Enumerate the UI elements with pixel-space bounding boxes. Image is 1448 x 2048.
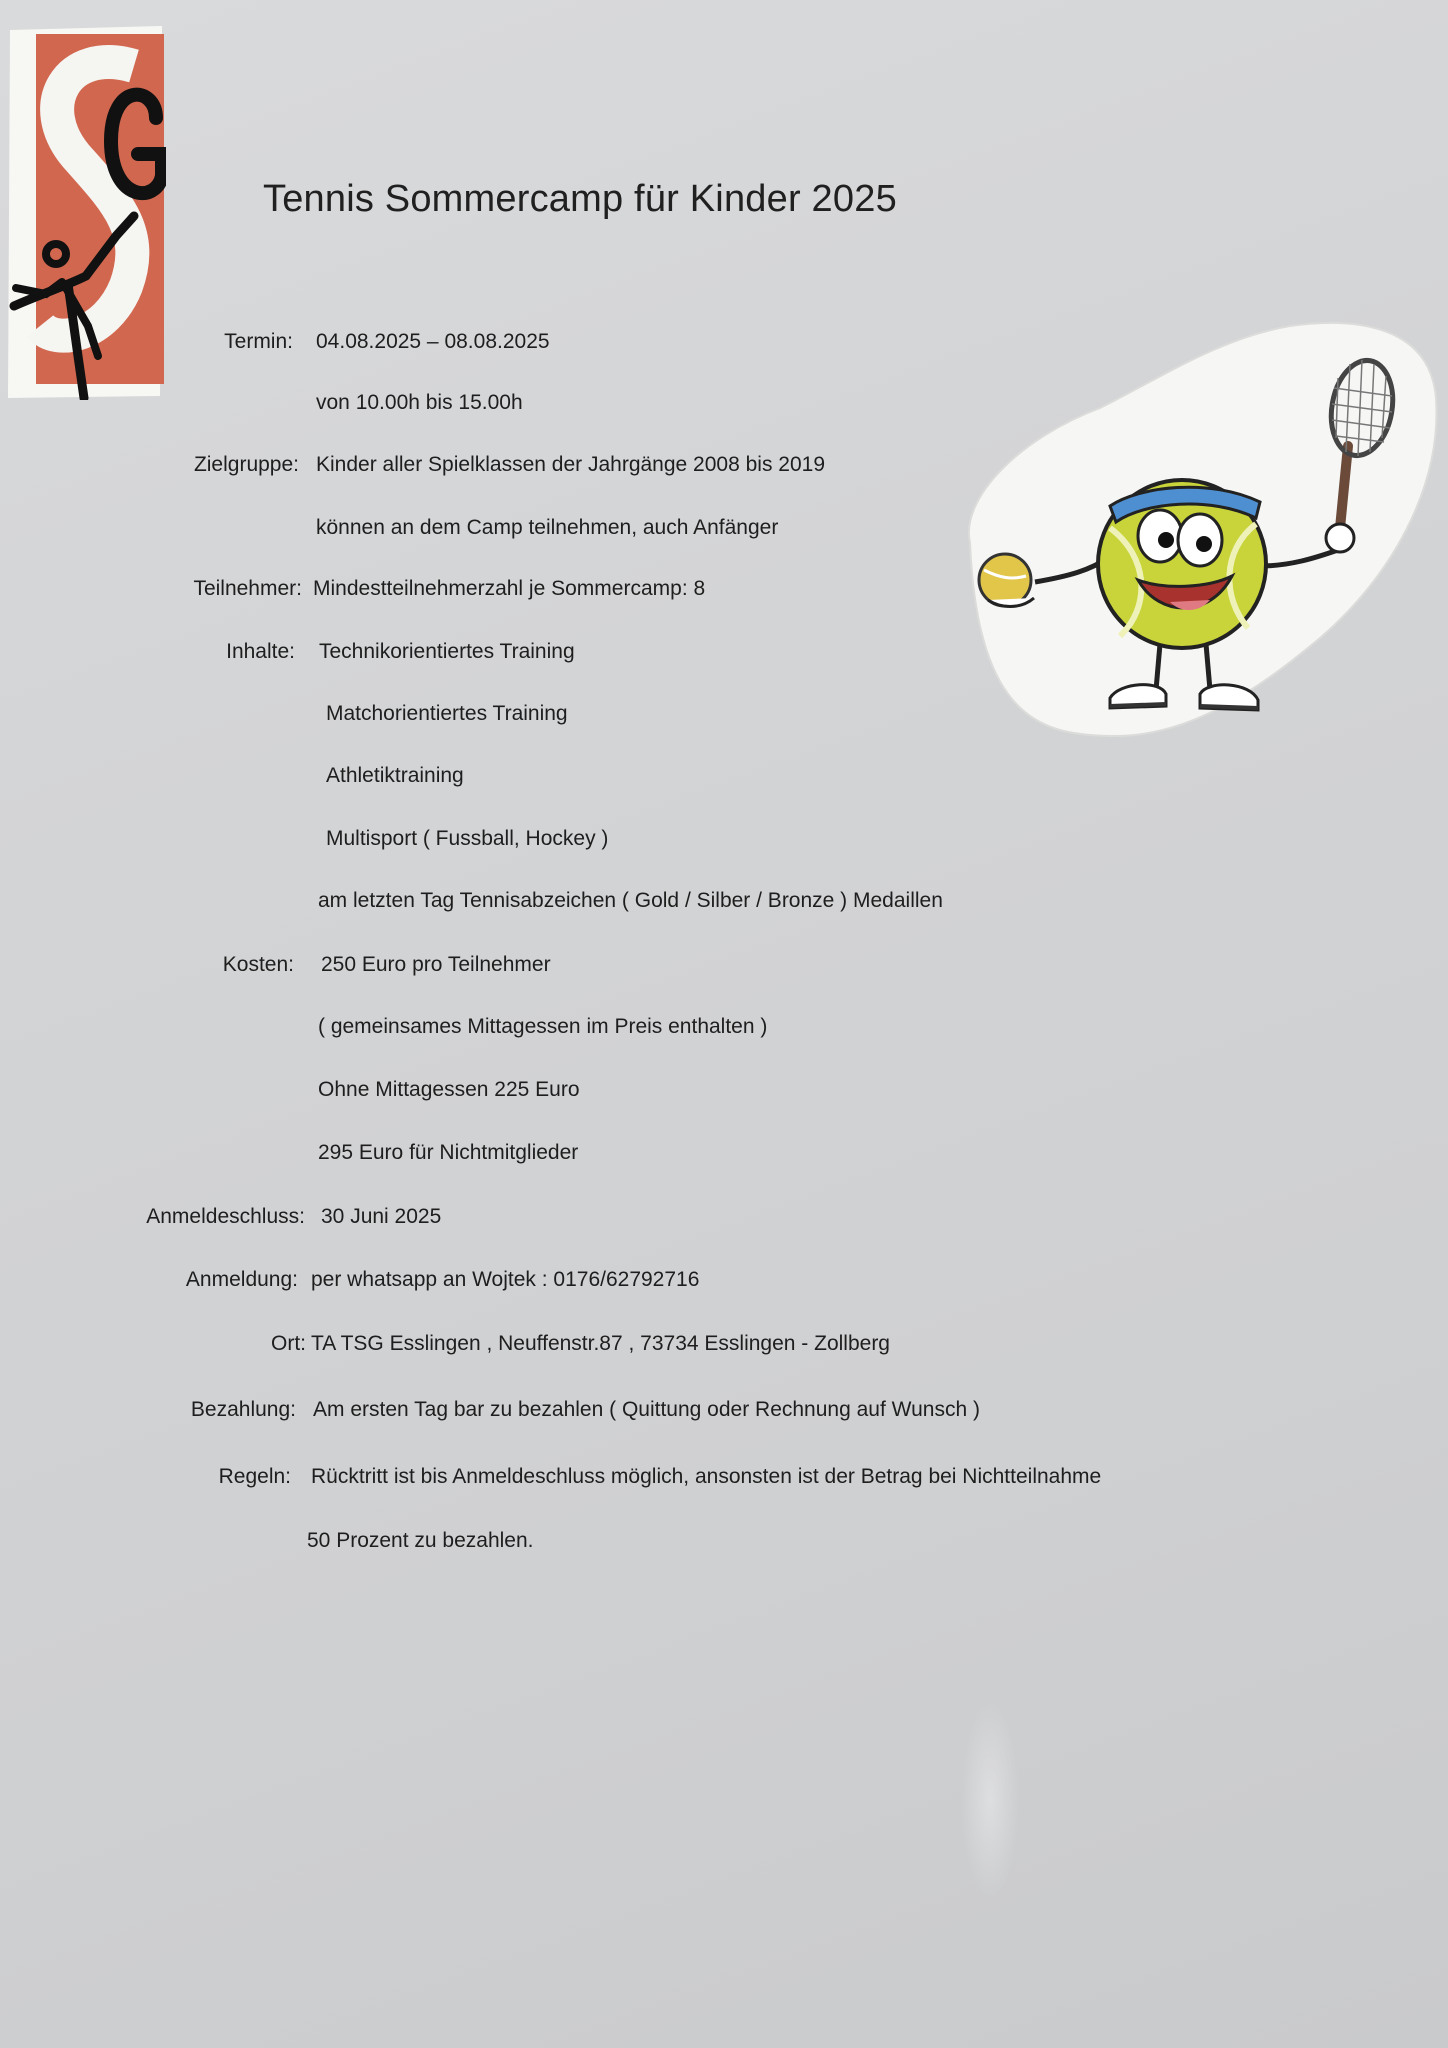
inhalte-line-4: Multisport ( Fussball, Hockey ) <box>326 827 609 850</box>
kosten-line-3: Ohne Mittagessen 225 Euro <box>318 1078 580 1101</box>
inhalte-line-1: Technikorientiertes Training <box>319 640 575 663</box>
inhalte-line-5: am letzten Tag Tennisabzeichen ( Gold / Silber / Bronze ) Medaillen <box>318 889 943 912</box>
label-zielgruppe: Zielgruppe: <box>193 453 299 476</box>
inhalte-line-2: Matchorientiertes Training <box>326 702 568 725</box>
paper-crease <box>960 1700 1020 1900</box>
label-kosten: Kosten: <box>222 953 294 976</box>
inhalte-line-3: Athletiktraining <box>326 764 464 787</box>
label-regeln: Regeln: <box>218 1465 291 1488</box>
termin-line-2: von 10.00h bis 15.00h <box>316 391 523 414</box>
anmeldung-line-1: per whatsapp an Wojtek : 0176/62792716 <box>311 1268 700 1291</box>
bezahlung-line-1: Am ersten Tag bar zu bezahlen ( Quittung oder Rechnung auf Wunsch ) <box>313 1398 980 1421</box>
label-inhalte: Inhalte: <box>226 640 295 663</box>
termin-line-1: 04.08.2025 – 08.08.2025 <box>316 330 550 353</box>
kosten-line-4: 295 Euro für Nichtmitglieder <box>318 1141 579 1164</box>
kosten-line-2: ( gemeinsames Mittagessen im Preis enthalten ) <box>318 1015 768 1038</box>
kosten-line-1: 250 Euro pro Teilnehmer <box>321 953 551 976</box>
label-bezahlung: Bezahlung: <box>190 1398 296 1421</box>
teilnehmer-line-1: Mindestteilnehmerzahl je Sommercamp: 8 <box>313 577 706 600</box>
regeln-line-1: Rücktritt ist bis Anmeldeschluss möglich, ansonsten ist der Betrag bei Nichtteilnahme <box>311 1465 1102 1488</box>
label-teilnehmer: Teilnehmer: <box>193 577 302 600</box>
tsg-club-logo-icon <box>6 26 166 400</box>
anmeldeschluss-line-1: 30 Juni 2025 <box>321 1205 442 1228</box>
ort-line-1: TA TSG Esslingen , Neuffenstr.87 , 73734 Esslingen - Zollberg <box>311 1332 890 1355</box>
zielgruppe-line-1: Kinder aller Spielklassen der Jahrgänge 2008 bis 2019 <box>316 453 826 476</box>
tennis-ball-mascot-icon <box>960 318 1440 743</box>
label-anmeldeschluss: Anmeldeschluss: <box>146 1205 305 1228</box>
label-termin: Termin: <box>224 330 293 353</box>
regeln-line-2: 50 Prozent zu bezahlen. <box>307 1529 534 1552</box>
label-anmeldung: Anmeldung: <box>185 1268 298 1291</box>
zielgruppe-line-2: können an dem Camp teilnehmen, auch Anfänger <box>316 516 779 539</box>
page-title: Tennis Sommercamp für Kinder 2025 <box>263 178 897 220</box>
label-ort: Ort: <box>271 1332 306 1355</box>
